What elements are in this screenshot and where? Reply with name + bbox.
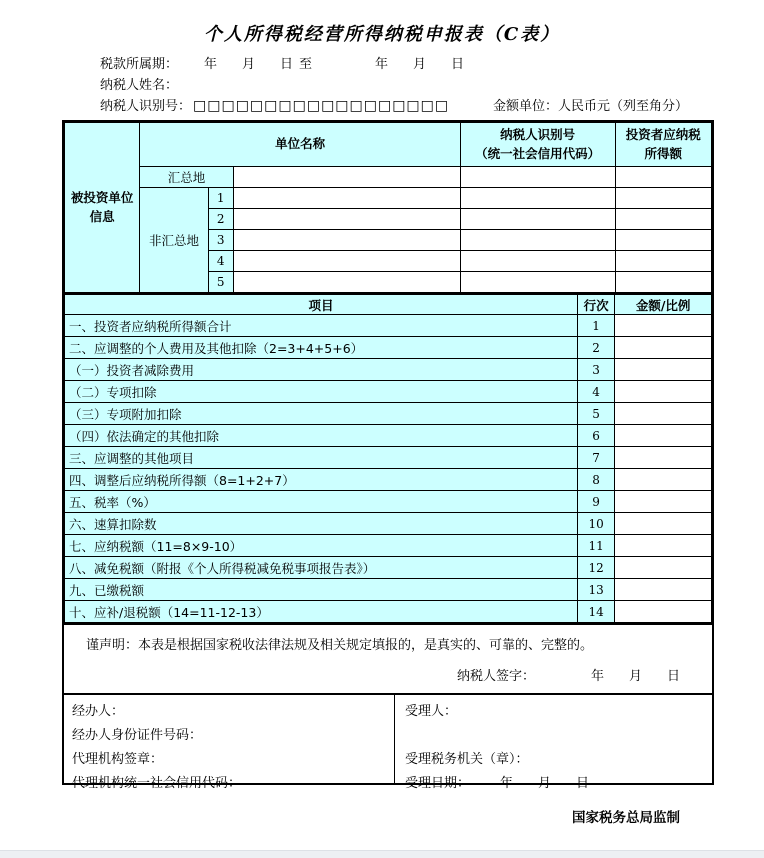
nonsummary-row-number: 4 [208,251,233,272]
taxpayer-name-line [100,75,760,96]
agent-column [64,695,395,791]
unit-taxpayer-id-input-4[interactable] [460,251,615,272]
item-label: （一）投资者减除费用 [65,359,578,381]
item-label: 二、应调整的个人费用及其他扣除（2=3+4+5+6） [65,337,578,359]
col-header-line-no: 行次 [577,294,614,315]
unit-name-input-2[interactable] [233,209,460,230]
item-line-no: 3 [577,359,614,381]
item-line-no: 7 [577,447,614,469]
tax-period-label: 税款所属期： [100,57,179,72]
item-line-no: 13 [577,579,614,601]
item-line-no: 5 [577,403,614,425]
item-line-no: 1 [577,315,614,337]
agent-name-label[interactable]: 经办人： [72,704,125,719]
item-amount-input-4[interactable] [615,381,712,403]
item-row [65,337,712,359]
item-line-no: 6 [577,425,614,447]
item-amount-input-6[interactable] [615,425,712,447]
unit-name-input-5[interactable] [233,272,460,293]
taxpayer-name-label: 纳税人姓名： [100,78,179,93]
unit-taxpayer-id-input-5[interactable] [460,272,615,293]
unit-amount-input-2[interactable] [615,209,711,230]
item-line-no: 14 [577,601,614,623]
form-title: 个人所得税经营所得纳税申报表（C表） [203,24,561,45]
item-label: 三、应调整的其他项目 [65,447,578,469]
nonsummary-row-number: 3 [208,230,233,251]
item-amount-input-10[interactable] [615,513,712,535]
agency-seal-label[interactable]: 代理机构签章： [72,752,164,767]
acceptance-date-value[interactable]: 年 月 日 [500,776,596,791]
unit-name-input-4[interactable] [233,251,460,272]
declaration-section [64,623,712,693]
tax-period-value[interactable]: 年 月 日至 年 月 日 [204,57,471,72]
item-row [65,315,712,337]
acceptance-date-line [405,772,712,796]
acceptor-label[interactable]: 受理人： [405,704,458,719]
item-amount-input-2[interactable] [615,337,712,359]
nonsummary-row-number: 5 [208,272,233,293]
taxpayer-signature-label[interactable]: 纳税人签字： [457,669,536,684]
item-line-no: 11 [577,535,614,557]
tax-period-line [100,54,760,75]
declaration-text: 谨声明：本表是根据国家税收法律法规及相关规定填报的，是真实的、可靠的、完整的。 [86,638,594,653]
item-amount-input-7[interactable] [615,447,712,469]
item-line-no: 9 [577,491,614,513]
taxpayer-id-line [100,96,760,117]
nonsummary-place-label: 非汇总地 [140,188,208,293]
col-header-unit-name: 单位名称 [140,123,460,167]
main-form-table [62,120,714,791]
investee-unit-info-header: 被投资单位 信息 [65,123,140,293]
item-row [65,469,712,491]
item-amount-input-14[interactable] [615,601,712,623]
summary-unit-name-input[interactable] [233,167,460,188]
item-amount-input-13[interactable] [615,579,712,601]
summary-place-label: 汇总地 [140,167,233,188]
item-amount-input-12[interactable] [615,557,712,579]
item-row [65,579,712,601]
col-header-item: 项目 [65,294,578,315]
currency-unit-note: 金额单位：人民币元（列至角分） [493,99,689,114]
item-line-no: 12 [577,557,614,579]
col-header-amount-ratio: 金额/比例 [615,294,712,315]
nonsummary-row-number: 1 [208,188,233,209]
item-line-no: 10 [577,513,614,535]
items-table [64,293,712,623]
unit-name-input-1[interactable] [233,188,460,209]
nonsummary-row-number: 2 [208,209,233,230]
item-label: 八、减免税额（附报《个人所得税减免税事项报告表》） [65,557,578,579]
item-row [65,535,712,557]
item-amount-input-1[interactable] [615,315,712,337]
item-amount-input-3[interactable] [615,359,712,381]
agent-id-number-label[interactable]: 经办人身份证件号码： [72,728,203,743]
signature-date[interactable]: 年 月 日 [591,669,687,684]
acceptance-spacer [405,724,712,748]
item-label: 十、应补/退税额（14=11-12-13） [65,601,578,623]
acceptance-date-label[interactable]: 受理日期： [405,776,471,791]
agency-credit-code-label[interactable]: 代理机构统一社会信用代码： [72,776,242,791]
item-row [65,403,712,425]
issuer-stamp: 国家税务总局监制 [572,810,680,826]
item-amount-input-8[interactable] [615,469,712,491]
item-row [65,447,712,469]
item-amount-input-11[interactable] [615,535,712,557]
item-label: 六、速算扣除数 [65,513,578,535]
unit-amount-input-3[interactable] [615,230,711,251]
item-row [65,601,712,623]
item-label: （二）专项扣除 [65,381,578,403]
unit-taxpayer-id-input-2[interactable] [460,209,615,230]
investee-unit-table [64,122,712,293]
item-row [65,557,712,579]
item-label: 九、已缴税额 [65,579,578,601]
item-row [65,491,712,513]
unit-amount-input-4[interactable] [615,251,711,272]
item-label: （三）专项附加扣除 [65,403,578,425]
summary-taxpayer-id-input[interactable] [460,167,615,188]
unit-taxpayer-id-input-1[interactable] [460,188,615,209]
agent-acceptance-section [64,693,712,791]
item-line-no: 2 [577,337,614,359]
taxpayer-signature-line [457,665,686,684]
item-row [65,425,712,447]
col-header-taxpayer-id: 纳税人识别号 （统一社会信用代码） [460,123,615,167]
unit-name-input-3[interactable] [233,230,460,251]
item-line-no: 4 [577,381,614,403]
item-row [65,513,712,535]
unit-amount-input-5[interactable] [615,272,711,293]
item-line-no: 8 [577,469,614,491]
taxpayer-id-boxes[interactable]: □□□□□□□□□□□□□□□□□□ [193,98,450,114]
item-row [65,381,712,403]
col-header-investor-taxable-income: 投资者应纳税 所得额 [615,123,711,167]
item-label: 一、投资者应纳税所得额合计 [65,315,578,337]
taxpayer-id-label: 纳税人识别号： [100,99,192,114]
accepting-authority-label[interactable]: 受理税务机关（章）： [405,752,529,767]
item-label: 五、税率（%） [65,491,578,513]
acceptance-column [395,695,712,791]
item-amount-input-5[interactable] [615,403,712,425]
form-header [100,54,760,117]
item-label: 四、调整后应纳税所得额（8=1+2+7） [65,469,578,491]
item-label: 七、应纳税额（11=8×9-10） [65,535,578,557]
summary-amount-input[interactable] [615,167,711,188]
page-bottom-edge [0,850,764,858]
item-label: （四）依法确定的其他扣除 [65,425,578,447]
unit-amount-input-1[interactable] [615,188,711,209]
item-amount-input-9[interactable] [615,491,712,513]
unit-taxpayer-id-input-3[interactable] [460,230,615,251]
item-row [65,359,712,381]
